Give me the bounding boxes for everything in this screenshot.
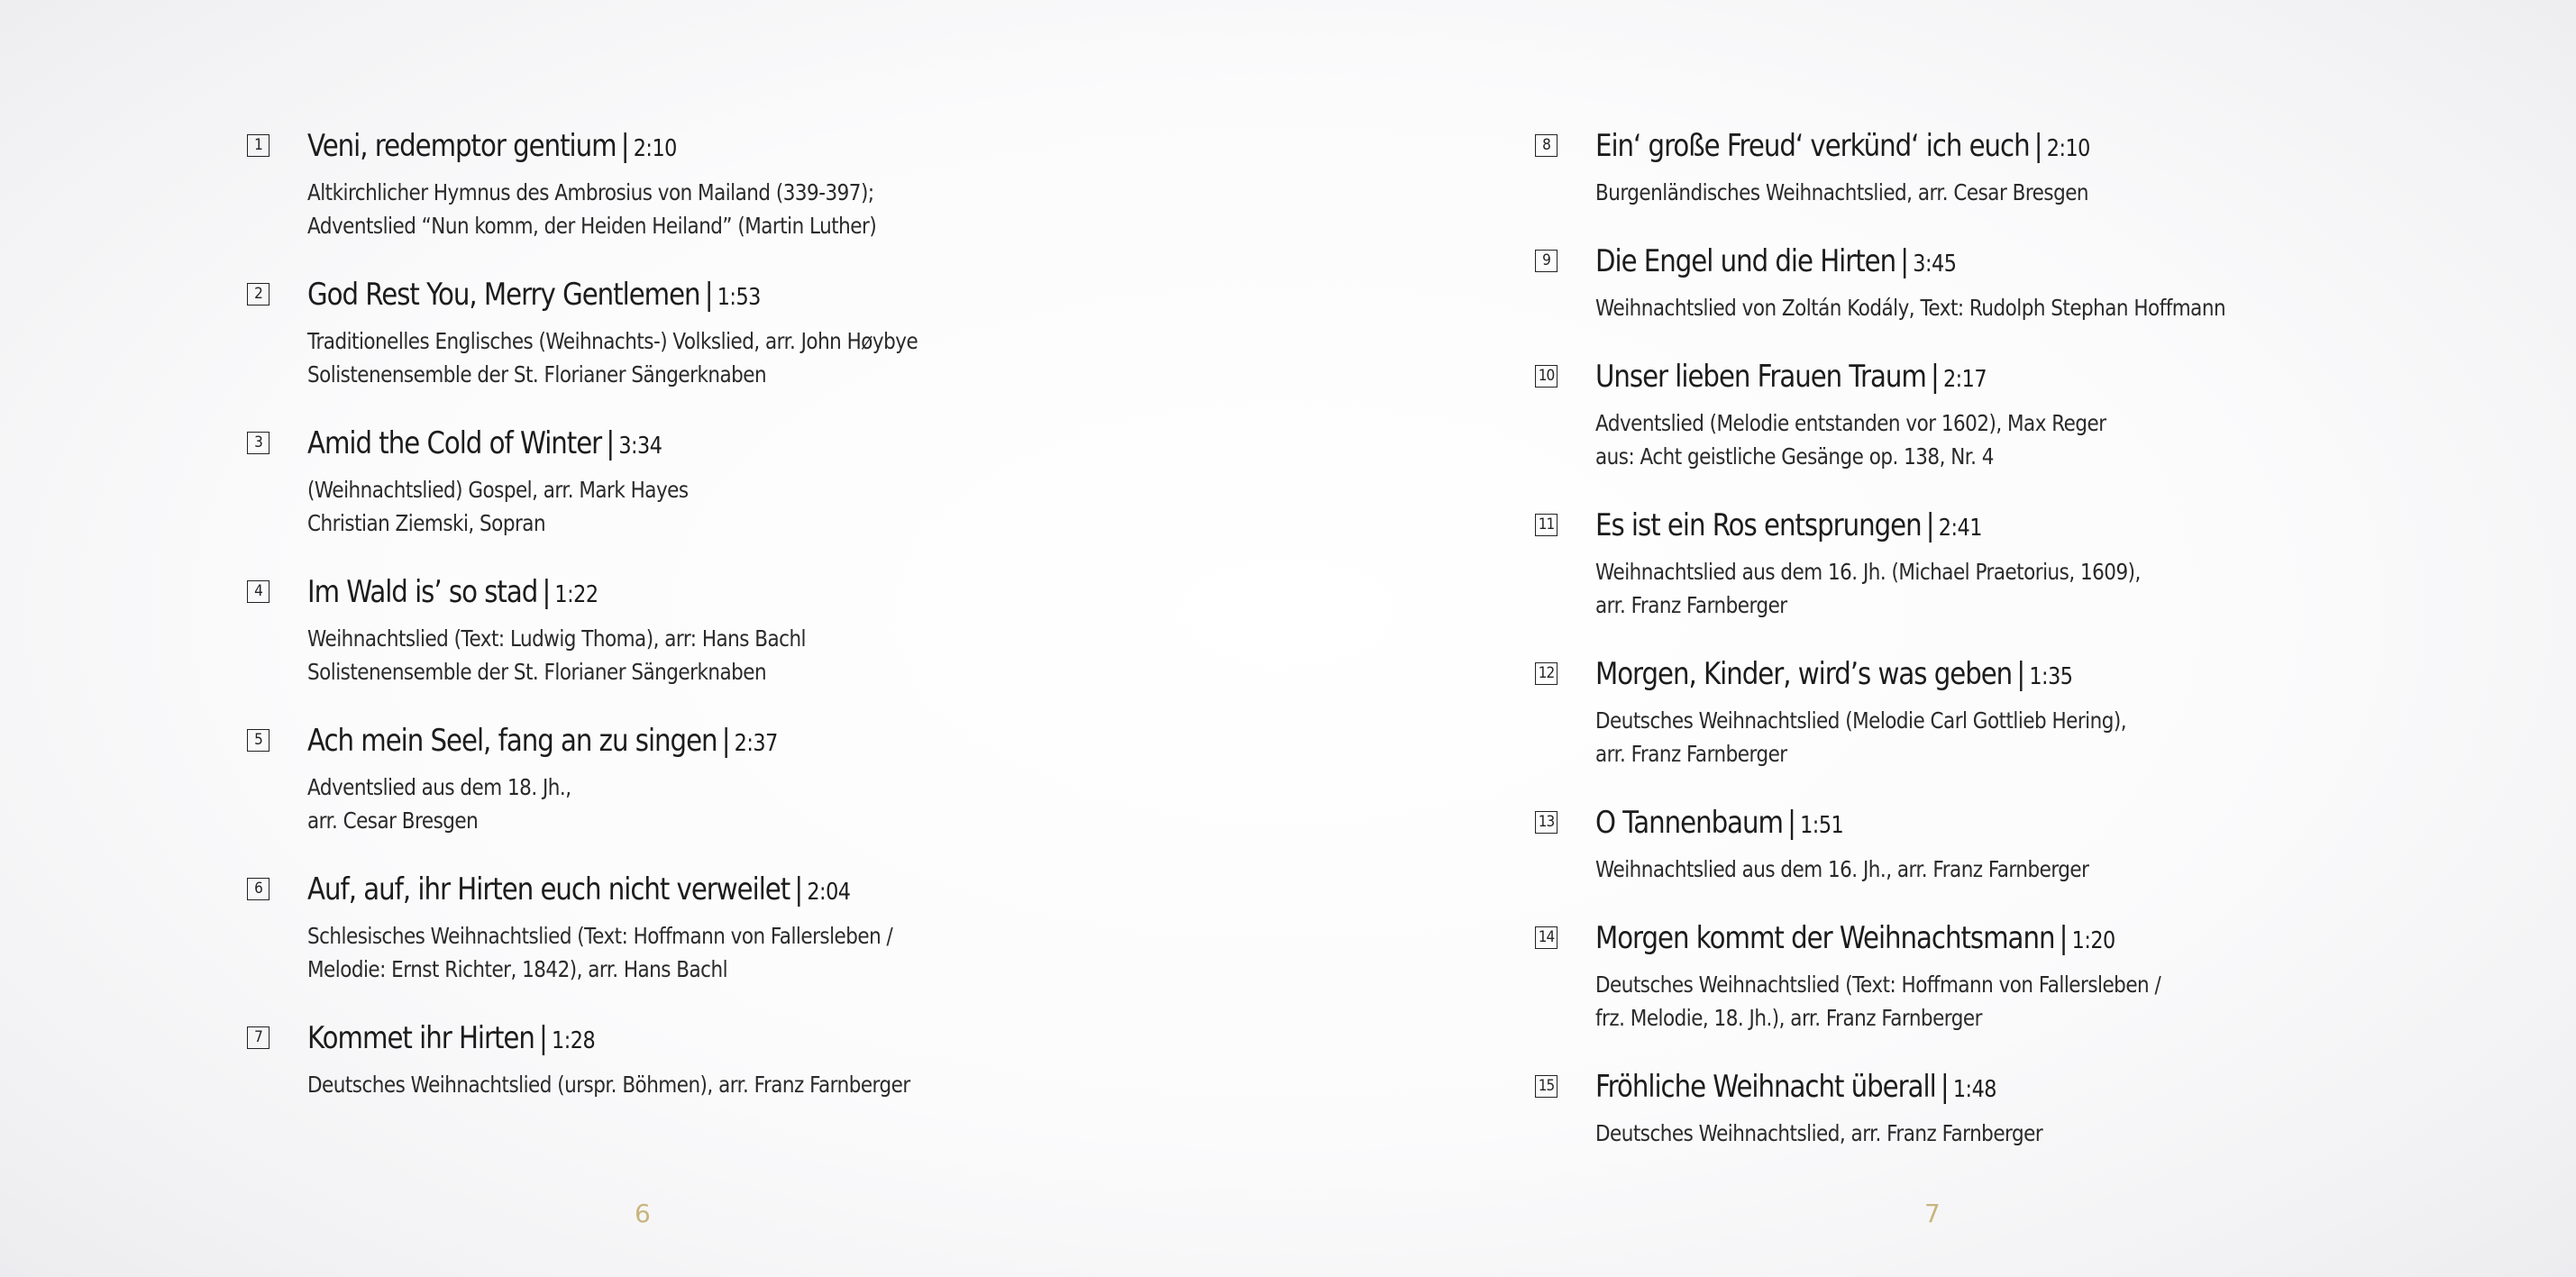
track-heading bbox=[307, 124, 1108, 170]
track-duration: 1:48 bbox=[1952, 1076, 1997, 1103]
track-title: Es ist ein Ros entsprungen bbox=[1595, 507, 1922, 543]
track-duration: 1:53 bbox=[717, 284, 761, 311]
right-page bbox=[1288, 0, 2576, 1277]
track-description-line: arr. Cesar Bresgen bbox=[307, 807, 479, 834]
track-description-line: Deutsches Weihnachtslied (Text: Hoffmann von Fallersleben / bbox=[1595, 971, 2161, 998]
track-heading bbox=[1595, 240, 2396, 286]
track-heading bbox=[307, 719, 1108, 765]
track-title: Veni, redemptor gentium bbox=[307, 128, 617, 164]
track-description-line: arr. Franz Farnberger bbox=[1595, 592, 1787, 618]
track-number-box: 12 bbox=[1535, 662, 1557, 685]
track-title: Morgen kommt der Weihnachtsmann bbox=[1595, 920, 2055, 956]
track-heading bbox=[1595, 917, 2396, 962]
track-description-line: Schlesisches Weihnachtslied (Text: Hoffmann von Fallersleben / bbox=[307, 923, 893, 949]
track-duration: 2:37 bbox=[734, 730, 778, 757]
track-description-line: Deutsches Weihnachtslied (urspr. Böhmen), arr. Franz Farnberger bbox=[307, 1072, 910, 1098]
track-item bbox=[247, 868, 1238, 986]
track-duration: 3:45 bbox=[1913, 251, 1957, 278]
track-description-line: Deutsches Weihnachtslied (Melodie Carl Gottlieb Hering), bbox=[1595, 707, 2127, 734]
track-item bbox=[1535, 801, 2526, 886]
track-duration: 1:35 bbox=[2029, 663, 2073, 690]
title-duration-separator: | bbox=[2016, 656, 2025, 692]
track-title: Unser lieben Frauen Traum bbox=[1595, 359, 1926, 395]
track-duration: 1:51 bbox=[1800, 812, 1844, 839]
track-description-line: arr. Franz Farnberger bbox=[1595, 741, 1787, 767]
track-number-box: 8 bbox=[1535, 134, 1557, 157]
track-number-box: 4 bbox=[247, 580, 269, 603]
title-duration-separator: | bbox=[2033, 128, 2042, 164]
track-duration: 1:28 bbox=[552, 1027, 596, 1054]
track-duration: 2:17 bbox=[1942, 366, 1987, 393]
track-number-box: 5 bbox=[247, 729, 269, 752]
track-heading bbox=[307, 868, 1108, 914]
track-description-line: Christian Ziemski, Sopran bbox=[307, 510, 546, 536]
track-description-line: (Weihnachtslied) Gospel, arr. Mark Hayes bbox=[307, 477, 689, 503]
track-title: Fröhliche Weihnacht überall bbox=[1595, 1069, 1936, 1105]
track-description-line: Altkirchlicher Hymnus des Ambrosius von Mailand (339-397); bbox=[307, 179, 874, 205]
title-duration-separator: | bbox=[606, 425, 615, 461]
title-duration-separator: | bbox=[1940, 1069, 1949, 1105]
track-number-box: 14 bbox=[1535, 926, 1557, 949]
track-number-box: 15 bbox=[1535, 1075, 1557, 1098]
track-item bbox=[1535, 917, 2526, 1035]
track-title: Ein‘ große Freud‘ verkünd‘ ich euch bbox=[1595, 128, 2030, 164]
track-heading bbox=[307, 1017, 1108, 1063]
track-heading bbox=[307, 570, 1108, 616]
track-item bbox=[247, 273, 1238, 391]
track-heading bbox=[1595, 355, 2396, 401]
track-list-right bbox=[1535, 124, 2526, 1181]
track-item bbox=[1535, 124, 2526, 209]
track-title: Amid the Cold of Winter bbox=[307, 425, 602, 461]
track-heading bbox=[307, 273, 1108, 319]
track-title: Auf, auf, ihr Hirten euch nicht verweilet bbox=[307, 871, 790, 908]
track-description-line: Solistenensemble der St. Florianer Sängerknaben bbox=[307, 659, 767, 685]
track-duration: 1:22 bbox=[554, 581, 598, 608]
track-item bbox=[1535, 652, 2526, 771]
title-duration-separator: | bbox=[1925, 507, 1934, 543]
track-number-box: 1 bbox=[247, 134, 269, 157]
track-number-box: 13 bbox=[1535, 811, 1557, 834]
track-item bbox=[247, 124, 1238, 242]
title-duration-separator: | bbox=[620, 128, 629, 164]
title-duration-separator: | bbox=[704, 277, 713, 313]
track-description-line: Adventslied (Melodie entstanden vor 1602), Max Reger bbox=[1595, 410, 2106, 436]
track-duration: 2:41 bbox=[1938, 515, 1982, 542]
title-duration-separator: | bbox=[794, 871, 803, 908]
track-title: Kommet ihr Hirten bbox=[307, 1020, 534, 1056]
track-title: Im Wald is’ so stad bbox=[307, 574, 538, 610]
track-duration: 2:10 bbox=[2046, 135, 2090, 162]
track-heading bbox=[1595, 1065, 2396, 1111]
title-duration-separator: | bbox=[1930, 359, 1939, 395]
title-duration-separator: | bbox=[721, 723, 730, 759]
track-description-line: aus: Acht geistliche Gesänge op. 138, Nr. 4 bbox=[1595, 443, 1994, 470]
page-number-left: 6 bbox=[635, 1199, 651, 1228]
track-description-line: Traditionelles Englisches (Weihnachts-) Volkslied, arr. John Høybye bbox=[307, 328, 918, 354]
track-item bbox=[1535, 240, 2526, 324]
track-number-box: 11 bbox=[1535, 514, 1557, 536]
track-description-line: Weihnachtslied von Zoltán Kodály, Text: Rudolph Stephan Hoffmann bbox=[1595, 295, 2226, 321]
track-description-line: Weihnachtslied aus dem 16. Jh. (Michael Praetorius, 1609), bbox=[1595, 559, 2141, 585]
track-title: Ach mein Seel, fang an zu singen bbox=[307, 723, 717, 759]
track-title: Morgen, Kinder, wird’s was geben bbox=[1595, 656, 2013, 692]
track-title: O Tannenbaum bbox=[1595, 805, 1783, 841]
track-item bbox=[1535, 355, 2526, 473]
track-description-line: Weihnachtslied aus dem 16. Jh., arr. Franz Farnberger bbox=[1595, 856, 2089, 882]
track-description-line: Adventslied aus dem 18. Jh., bbox=[307, 774, 571, 800]
track-item bbox=[1535, 1065, 2526, 1150]
track-heading bbox=[307, 422, 1108, 468]
track-number-box: 3 bbox=[247, 432, 269, 454]
track-item bbox=[247, 1017, 1238, 1101]
track-number-box: 2 bbox=[247, 283, 269, 306]
track-number-box: 10 bbox=[1535, 365, 1557, 388]
track-heading bbox=[1595, 801, 2396, 847]
track-duration: 2:10 bbox=[633, 135, 677, 162]
track-number-box: 7 bbox=[247, 1026, 269, 1049]
track-number-box: 6 bbox=[247, 878, 269, 900]
track-item bbox=[247, 719, 1238, 837]
track-description-line: Burgenländisches Weihnachtslied, arr. Cesar Bresgen bbox=[1595, 179, 2089, 205]
track-description-line: Deutsches Weihnachtslied, arr. Franz Farnberger bbox=[1595, 1120, 2043, 1146]
track-duration: 1:20 bbox=[2071, 927, 2115, 954]
track-title: Die Engel und die Hirten bbox=[1595, 243, 1896, 279]
track-heading bbox=[1595, 124, 2396, 170]
title-duration-separator: | bbox=[539, 1020, 547, 1056]
track-number-box: 9 bbox=[1535, 250, 1557, 272]
track-description-line: Adventslied “Nun komm, der Heiden Heiland” (Martin Luther) bbox=[307, 213, 877, 239]
track-heading bbox=[1595, 504, 2396, 550]
track-description-line: Weihnachtslied (Text: Ludwig Thoma), arr: Hans Bachl bbox=[307, 625, 807, 652]
page-number-right: 7 bbox=[1924, 1199, 1941, 1228]
track-description-line: frz. Melodie, 18. Jh.), arr. Franz Farnberger bbox=[1595, 1005, 1982, 1031]
track-item bbox=[1535, 504, 2526, 622]
title-duration-separator: | bbox=[542, 574, 551, 610]
track-description-line: Melodie: Ernst Richter, 1842), arr. Hans Bachl bbox=[307, 956, 728, 982]
track-title: God Rest You, Merry Gentlemen bbox=[307, 277, 700, 313]
track-duration: 2:04 bbox=[807, 879, 851, 906]
title-duration-separator: | bbox=[2059, 920, 2068, 956]
track-description-line: Solistenensemble der St. Florianer Sängerknaben bbox=[307, 361, 767, 388]
track-item bbox=[247, 422, 1238, 540]
track-duration: 3:34 bbox=[618, 433, 662, 460]
title-duration-separator: | bbox=[1900, 243, 1909, 279]
track-item bbox=[247, 570, 1238, 689]
track-list-left bbox=[247, 124, 1238, 1132]
title-duration-separator: | bbox=[1787, 805, 1795, 841]
track-heading bbox=[1595, 652, 2396, 698]
